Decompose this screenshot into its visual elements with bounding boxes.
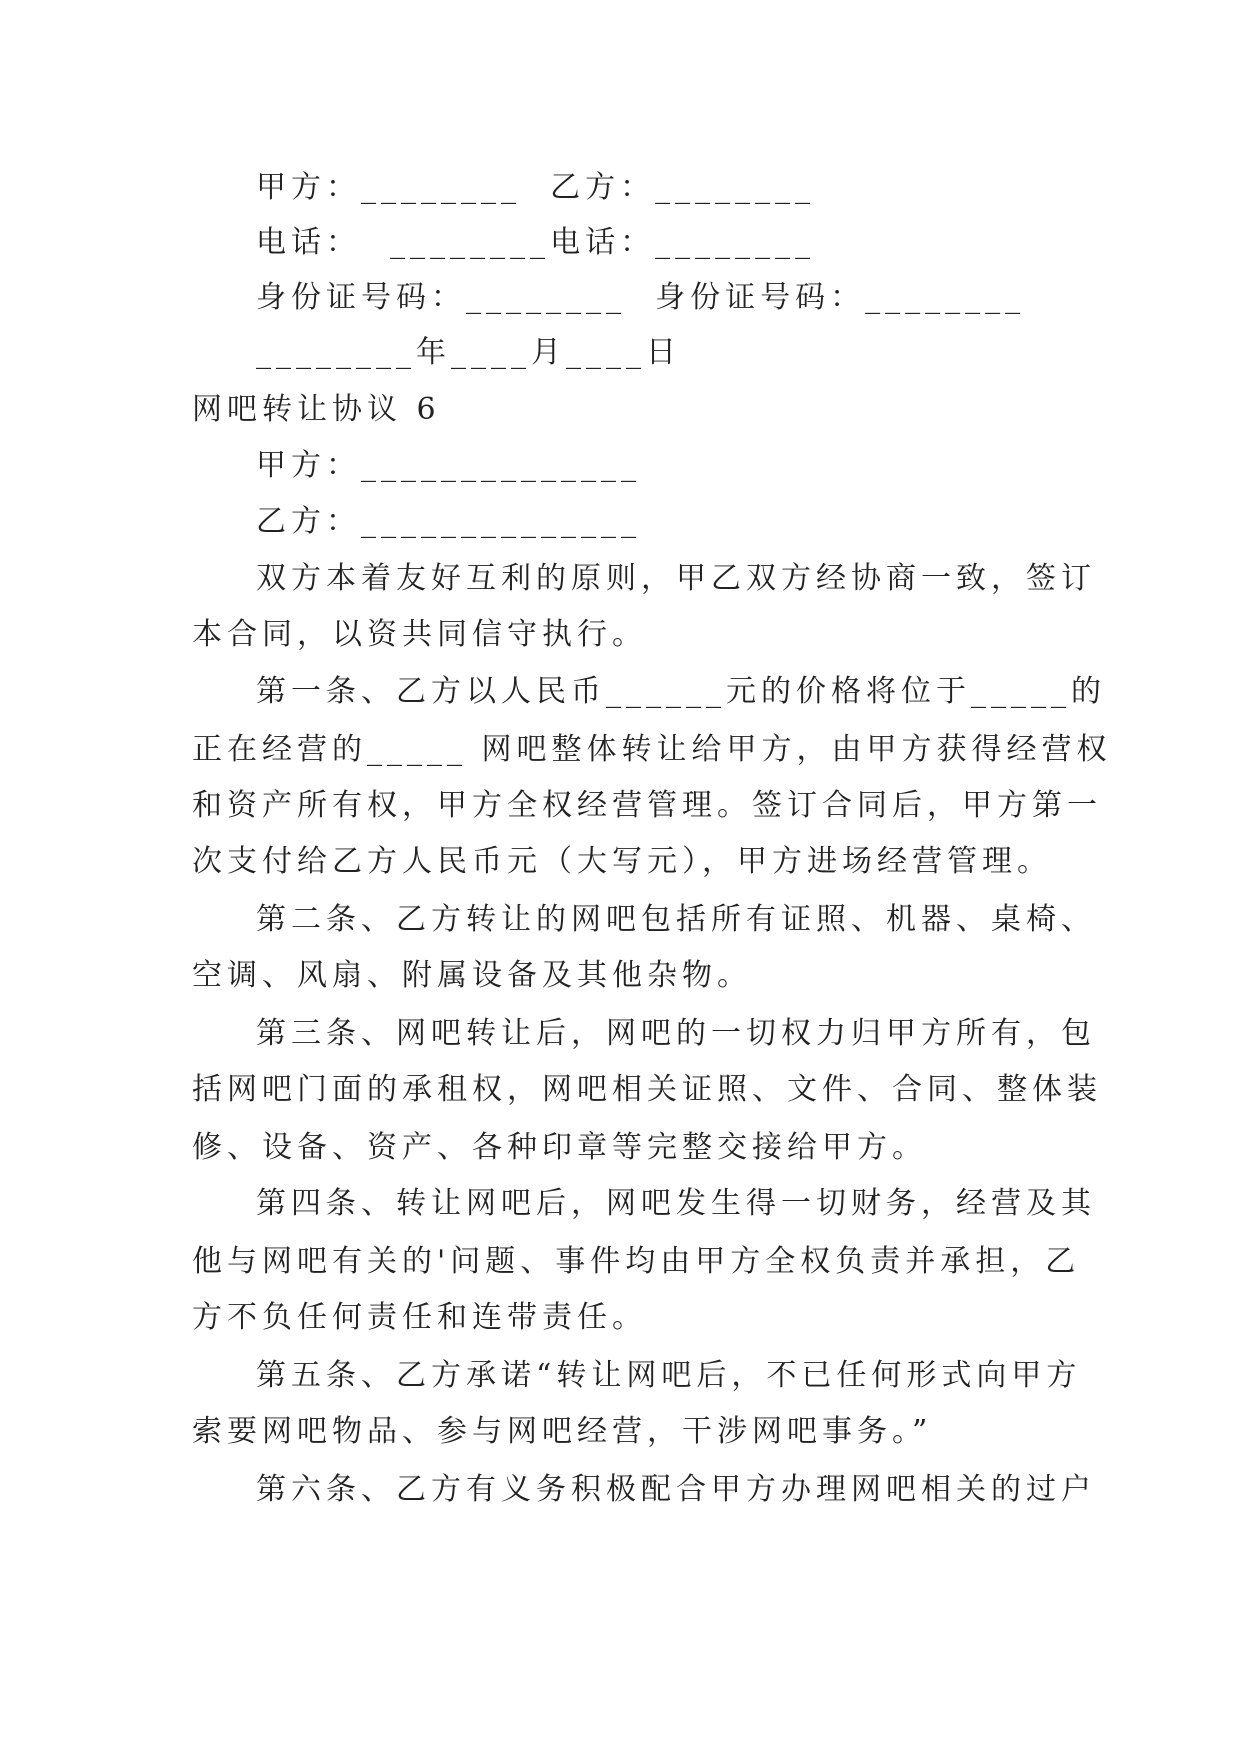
- article-5-line: 索要网吧物品、参与网吧经营，干涉网吧事务。”: [192, 1414, 933, 1449]
- agreement-title: 网吧转让协议 6: [192, 392, 441, 427]
- signature-phone-line: 电话： ________电话：________: [256, 225, 816, 260]
- article-1-line: 和资产所有权，甲方全权经营管理。签订合同后，甲方第一: [192, 788, 1102, 823]
- article-5-line: 第五条、乙方承诺“转让网吧后，不已任何形式向甲方: [256, 1358, 1082, 1393]
- article-4-line: 第四条、转让网吧后，网吧发生得一切财务，经营及其: [256, 1186, 1096, 1221]
- article-2-line: 空调、风扇、附属设备及其他杂物。: [192, 958, 752, 993]
- party-a-line: 甲方：______________: [256, 448, 641, 483]
- intro-paragraph-line: 本合同，以资共同信守执行。: [192, 617, 647, 652]
- signature-id-line: 身份证号码：________ 身份证号码：________: [256, 280, 1026, 315]
- article-4-line: 他与网吧有关的'问题、事件均由甲方全权负责并承担，乙: [192, 1244, 1081, 1279]
- signature-date-line: ________年____月____日: [256, 335, 681, 370]
- intro-paragraph-line: 双方本着友好互利的原则，甲乙双方经协商一致，签订: [256, 561, 1096, 596]
- article-4-line: 方不负任何责任和连带责任。: [192, 1300, 647, 1335]
- signature-party-line: 甲方：________ 乙方：________: [256, 170, 816, 205]
- article-1-line: 次支付给乙方人民币元（大写元），甲方进场经营管理。: [192, 844, 1052, 879]
- article-1-line: 第一条、乙方以人民币______元的价格将位于_____的: [256, 674, 1106, 709]
- article-3-line: 括网吧门面的承租权，网吧相关证照、文件、合同、整体装: [192, 1072, 1102, 1107]
- article-2-line: 第二条、乙方转让的网吧包括所有证照、机器、桌椅、: [256, 902, 1096, 937]
- party-b-line: 乙方：______________: [256, 504, 641, 539]
- article-6-line: 第六条、乙方有义务积极配合甲方办理网吧相关的过户: [256, 1472, 1096, 1507]
- article-3-line: 修、设备、资产、各种印章等完整交接给甲方。: [192, 1130, 927, 1165]
- article-3-line: 第三条、网吧转让后，网吧的一切权力归甲方所有，包: [256, 1016, 1096, 1051]
- article-1-line: 正在经营的_____ 网吧整体转让给甲方，由甲方获得经营权: [192, 732, 1112, 767]
